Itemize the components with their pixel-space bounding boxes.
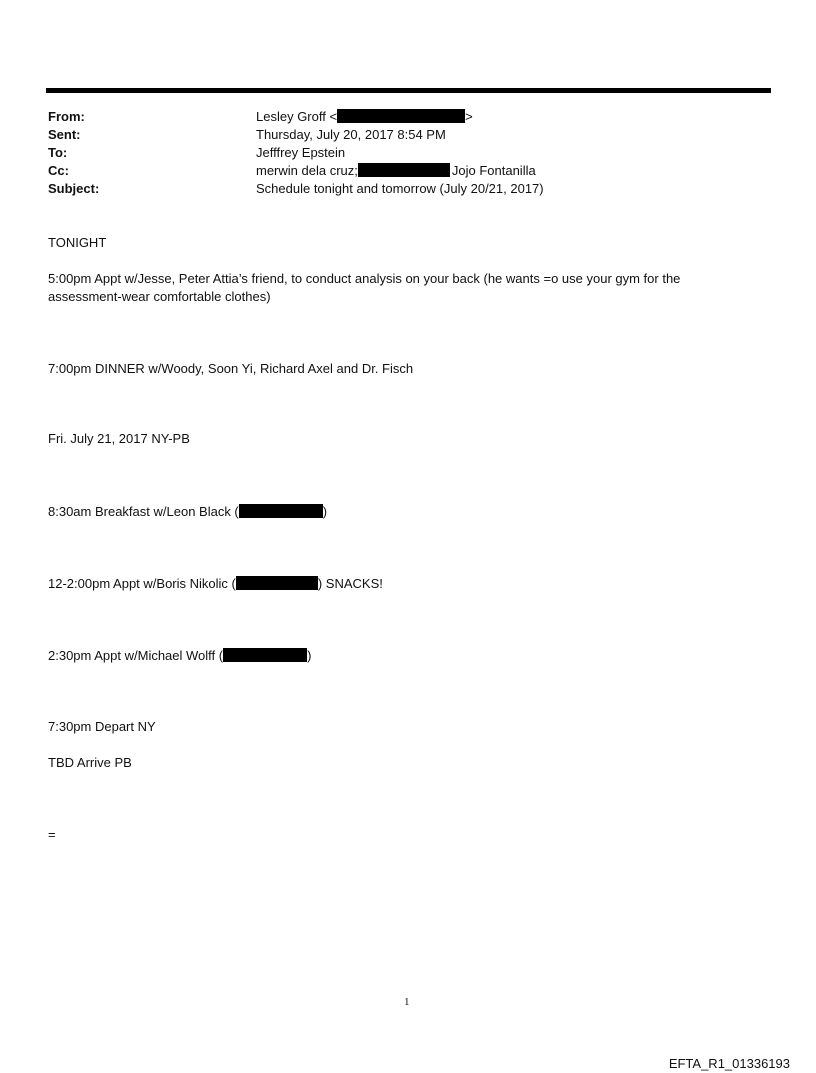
to-value: Jefffrey Epstein <box>256 145 346 160</box>
wolff-text: 2:30pm Appt w/Michael Wolff ( <box>48 648 224 663</box>
sent-label: Sent: <box>48 127 81 142</box>
from-value <box>256 108 473 126</box>
subject-label: Subject: <box>48 181 100 196</box>
redaction-block <box>236 576 318 590</box>
wolff-close: ) <box>307 648 312 663</box>
to-label: To: <box>48 145 68 160</box>
sent-value: Thursday, July 20, 2017 8:54 PM <box>256 127 446 142</box>
wolff-line <box>48 647 748 665</box>
cc-value <box>256 162 536 180</box>
friday-heading: Fri. July 21, 2017 NY-PB <box>48 431 190 446</box>
appt1-line1: 5:00pm Appt w/Jesse, Peter Attia’s friend, to conduct analysis on your back (he wants =o use your gym for the <box>48 271 681 286</box>
dinner-line: 7:00pm DINNER w/Woody, Soon Yi, Richard Axel and Dr. Fisch <box>48 361 414 376</box>
arrive-line: TBD Arrive PB <box>48 755 132 770</box>
cc-second: Jojo Fontanilla <box>451 163 536 178</box>
boris-close: ) SNACKS! <box>317 576 383 591</box>
equals-line: = <box>48 827 56 842</box>
redaction-block <box>223 648 307 662</box>
breakfast-line <box>48 503 748 521</box>
cc-label: Cc: <box>48 163 69 178</box>
from-label: From: <box>48 109 85 124</box>
depart-line: 7:30pm Depart NY <box>48 719 156 734</box>
boris-text: 12-2:00pm Appt w/Boris Nikolic ( <box>48 576 236 591</box>
redaction-block <box>337 109 465 123</box>
redaction-block <box>239 504 323 518</box>
appt1-line2: assessment-wear comfortable clothes) <box>48 289 271 304</box>
subject-value: Schedule tonight and tomorrow (July 20/21, 2017) <box>256 181 544 196</box>
from-end: > <box>465 109 473 124</box>
from-name: Lesley Groff < <box>256 109 338 124</box>
boris-line <box>48 575 748 593</box>
breakfast-close: ) <box>322 504 328 519</box>
cc-first: merwin dela cruz; <box>256 163 358 178</box>
breakfast-text: 8:30am Breakfast w/Leon Black ( <box>48 504 239 519</box>
tonight-heading: TONIGHT <box>48 235 107 250</box>
redaction-block <box>358 163 450 177</box>
document-id: EFTA_R1_01336193 <box>668 1056 790 1071</box>
page-number: 1 <box>404 996 410 1008</box>
header-rule <box>46 88 771 93</box>
